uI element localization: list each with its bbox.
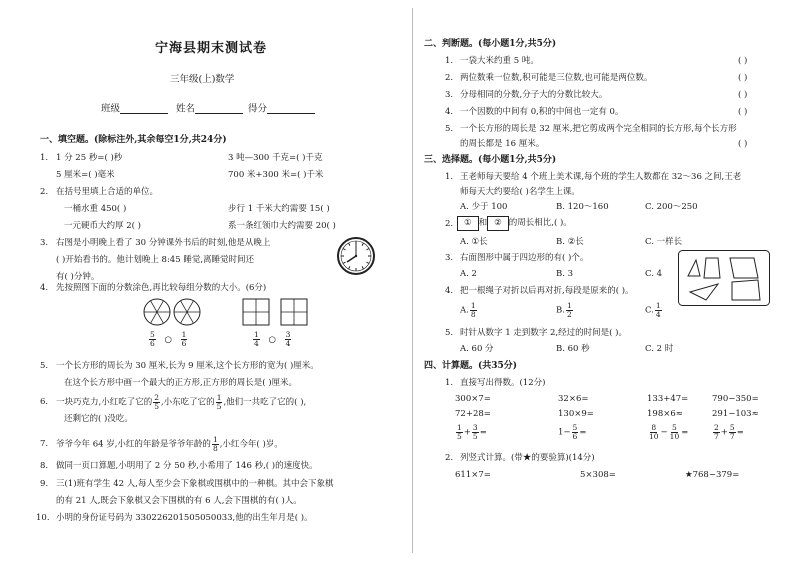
section4-heading: 四、计算题。(共35分) — [424, 361, 518, 371]
calc-r3-c3: $\frac{8}{10}$ − $\frac{5}{10}$ = — [649, 423, 689, 441]
judge-3-text: 分母相同的分数,分子大的分数比较大。 — [460, 90, 608, 100]
judge-2-paren[interactable]: ( ) — [738, 73, 748, 83]
judge-4-number: 4. — [445, 107, 454, 117]
clock-icon — [336, 236, 376, 276]
calc-r2-c3: 198×6≈ — [647, 409, 683, 419]
q4-fractions-right — [252, 331, 292, 347]
judge-1-paren[interactable]: ( ) — [738, 56, 748, 66]
fraction-3-4: $\frac{3}{4}$ — [285, 330, 291, 348]
choice-3-text: 右面图形中属于四边形的有( )个。 — [460, 253, 589, 263]
choice-3-number: 3. — [445, 253, 454, 263]
calc-r1-c3: 133+47= — [647, 394, 689, 404]
class-field — [101, 104, 168, 114]
name-blank[interactable] — [195, 104, 243, 114]
judge-4-text: 一个因数的中间有 0,积的中间也一定有 0。 — [460, 107, 624, 117]
q2-b: 步行 1 千米大约需要 15( ) — [228, 204, 330, 214]
calc-r1-c4: 790−350= — [712, 394, 759, 404]
judge-1-text: 一袋大米约重 5 吨。 — [460, 56, 539, 66]
q10-text: 小明的身份证号码为 330226201505050033,他的出生年月是( )。 — [56, 513, 313, 523]
choice-4-option-b[interactable]: B. $\frac{1}{2}$ — [556, 301, 572, 319]
fraction-1-8: $\frac{1}{8}$ — [470, 301, 476, 319]
choice-5-text: 时针从数字 1 走到数字 2,经过的时间是( )。 — [460, 328, 627, 338]
calc-r1-c2: 32×6= — [558, 394, 589, 404]
choice-3-option-c[interactable]: C. 4 — [645, 269, 663, 279]
fraction-1-6: $\frac{1}{6}$ — [181, 330, 187, 348]
name-label: 姓名 — [176, 103, 196, 115]
class-blank[interactable] — [120, 104, 168, 114]
column-divider — [412, 8, 413, 553]
fraction-1-5: $\frac{1}{5}$ — [216, 393, 222, 411]
judge-4-paren[interactable]: ( ) — [738, 107, 748, 117]
judge-5-paren[interactable]: ( ) — [738, 139, 748, 149]
score-field — [248, 104, 315, 114]
judge-1-number: 1. — [445, 56, 454, 66]
fraction-5-6: $\frac{5}{6}$ — [150, 330, 155, 348]
section2-heading: 二、判断题。(每小题1分,共5分) — [424, 39, 557, 49]
q10-number: 10. — [36, 513, 50, 523]
section3-heading: 三、选择题。(每小题1分,共5分) — [424, 155, 557, 165]
fraction-1-8: $\frac{1}{8}$ — [212, 435, 218, 453]
q2-number: 2. — [40, 187, 49, 197]
q2-a: 一桶水重 450( ) — [64, 204, 127, 214]
choice-4-option-c[interactable]: C. $\frac{1}{4}$ — [645, 301, 661, 319]
choice-2-option-c[interactable]: C. 一样长 — [645, 237, 683, 247]
q4-number: 4. — [40, 283, 49, 293]
q7-line: 爷爷今年 64 岁,小红的年龄是爷爷年龄的 $\frac{1}{8}$ ,小红今年( )岁。 — [56, 435, 283, 453]
q6-line2: 还剩它的( )没吃。 — [64, 414, 133, 424]
judge-3-paren[interactable]: ( ) — [738, 90, 748, 100]
choice-2-option-a[interactable]: A. ①长 — [460, 237, 488, 247]
exam-title: 宁海县期末测试卷 — [155, 41, 268, 56]
q9-number: 9. — [40, 479, 49, 489]
calc-1-text: 直接写出得数。(12分) — [460, 378, 546, 388]
judge-2-number: 2. — [445, 73, 454, 83]
choice-1-line2: 师每天大约要给( )名学生上课。 — [460, 187, 580, 197]
score-label: 得分 — [248, 103, 268, 115]
circle-sixths-2 — [172, 297, 202, 327]
exam-subtitle: 三年级(上)数学 — [170, 74, 235, 85]
figure-2: ② — [487, 216, 509, 231]
choice-1-option-a[interactable]: A. 少于 100 — [460, 202, 508, 212]
shapes-figure — [678, 250, 770, 306]
q3-line1: 右图是小明晚上看了 30 分钟课外书后的时刻,他是从晚上 — [56, 238, 271, 248]
q2-text: 在括号里填上合适的单位。 — [56, 187, 159, 197]
class-label: 班级 — [101, 103, 121, 115]
judge-5-text2: 的周长都是 16 厘米。 — [460, 139, 545, 149]
choice-1-number: 1. — [445, 172, 454, 182]
judge-3-number: 3. — [445, 90, 454, 100]
calc-r2-c4: 291−103≈ — [712, 409, 759, 419]
q1-a: 1 分 25 秒=( )秒 — [56, 153, 123, 163]
fraction-1-4: $\frac{1}{4}$ — [655, 301, 661, 319]
choice-4-option-a[interactable]: A. $\frac{1}{8}$ — [460, 301, 476, 319]
choice-5-number: 5. — [445, 328, 454, 338]
choice-2-number: 2. — [445, 219, 454, 229]
calc-r2-c1: 72+28= — [455, 409, 491, 419]
name-field — [176, 104, 243, 114]
choice-5-option-b[interactable]: B. 60 秒 — [556, 344, 590, 354]
q3-number: 3. — [40, 238, 49, 248]
q9-line2: 的有 21 人,既会下象棋又会下围棋的有 6 人,会下围棋的有( )人。 — [56, 496, 302, 506]
q8-text: 做同一页口算题,小明用了 2 分 50 秒,小希用了 146 秒,( )的速度快。 — [56, 461, 318, 471]
q1-c: 5 厘米=( )毫米 — [56, 170, 115, 180]
judge-5-text: 一个长方形的周长是 32 厘米,把它剪成两个完全相同的长方形,每个长方形 — [460, 124, 737, 134]
choice-4-text: 把一根绳子对折以后再对折,每段是原来的( )。 — [460, 286, 634, 296]
judge-2-text: 两位数乘一位数,积可能是三位数,也可能是两位数。 — [460, 73, 653, 83]
calc-2-text: 列竖式计算。(带★的要验算)(14分) — [460, 453, 595, 463]
choice-3-option-b[interactable]: B. 3 — [556, 269, 574, 279]
q1-d: 700 米+300 米=( )千米 — [228, 170, 324, 180]
choice-2-figures: ① 和 ② 的周长相比,( )。 — [457, 216, 572, 231]
q6-number: 6. — [40, 397, 49, 407]
vertical-calc-2: 5×308= — [580, 470, 616, 480]
compare-circle-1[interactable]: ○ — [164, 334, 172, 345]
choice-3-option-a[interactable]: A. 2 — [460, 269, 477, 279]
fraction-2-5: $\frac{2}{5}$ — [154, 393, 159, 411]
q5-line2: 在这个长方形中画一个最大的正方形,正方形的周长是( )厘米。 — [64, 378, 298, 388]
choice-1-line1: 王老师每天要给 4 个班上美术课,每个班的学生人数都在 32～36 之间,王老 — [460, 172, 742, 182]
square-quarters-1 — [242, 298, 270, 326]
q9-line1: 三(1)班有学生 42 人,每人至少会下象棋或围棋中的一种棋。其中会下象棋 — [56, 479, 334, 489]
q4-text: 先按照图下面的分数涂色,再比较每组分数的大小。(6分) — [56, 283, 267, 293]
calc-r3-c4: $\frac{2}{7}$ + $\frac{5}{7}$ = — [714, 423, 744, 441]
judge-5-number: 5. — [445, 124, 454, 134]
choice-5-option-a[interactable]: A. 60 分 — [460, 344, 494, 354]
choice-1-option-c[interactable]: C. 200～250 — [645, 202, 698, 212]
fraction-1-4: $\frac{1}{4}$ — [254, 330, 259, 348]
square-quarters-2 — [280, 298, 308, 326]
calc-r3-c1: $\frac{1}{5}$ + $\frac{3}{5}$ = — [457, 423, 487, 441]
q1-b: 3 吨—300 千克=( )千克 — [228, 153, 323, 163]
choice-1-option-b[interactable]: B. 120～160 — [556, 202, 609, 212]
section1-heading: 一、填空题。(除标注外,其余每空1分,共24分) — [40, 135, 227, 145]
q7-number: 7. — [40, 439, 49, 449]
score-blank[interactable] — [267, 104, 315, 114]
figure-1: ① — [457, 216, 479, 231]
fraction-1-2: $\frac{1}{2}$ — [566, 301, 572, 319]
q8-number: 8. — [40, 461, 49, 471]
q3-line3: 有( )分钟。 — [56, 272, 100, 282]
vertical-calc-3: ★768−379= — [685, 470, 740, 480]
calc-r1-c1: 300×7= — [455, 394, 491, 404]
q6-line1: 一块巧克力,小红吃了它的 $\frac{2}{5}$ ,小东吃了它的 $\frac{1}{5}$ ,他们一共吃了它的( ), — [56, 393, 307, 411]
calc-r3-c2: 1− $\frac{5}{6}$ = — [558, 423, 587, 441]
calc-2-number: 2. — [445, 453, 454, 463]
calc-1-number: 1. — [445, 378, 454, 388]
circle-sixths-1 — [142, 297, 172, 327]
q4-fractions-left — [148, 331, 188, 347]
q2-c: 一元硬币大约厚 2( ) — [64, 221, 141, 231]
q1-number: 1. — [40, 153, 49, 163]
compare-circle-2[interactable]: ○ — [268, 334, 276, 345]
vertical-calc-1: 611×7= — [455, 470, 491, 480]
q5-line1: 一个长方形的周长为 30 厘米,长为 9 厘米,这个长方形的宽为( )厘米。 — [56, 361, 319, 371]
calc-r2-c2: 130×9= — [558, 409, 594, 419]
q5-number: 5. — [40, 361, 49, 371]
q3-line2: ( )开始看书的。他计划晚上 8:45 睡觉,离睡觉时间还 — [56, 255, 255, 265]
choice-5-option-c[interactable]: C. 2 时 — [645, 344, 674, 354]
choice-4-number: 4. — [445, 286, 454, 296]
q2-d: 系一条红领巾大约需要 20( ) — [228, 221, 336, 231]
choice-2-option-b[interactable]: B. ②长 — [556, 237, 584, 247]
